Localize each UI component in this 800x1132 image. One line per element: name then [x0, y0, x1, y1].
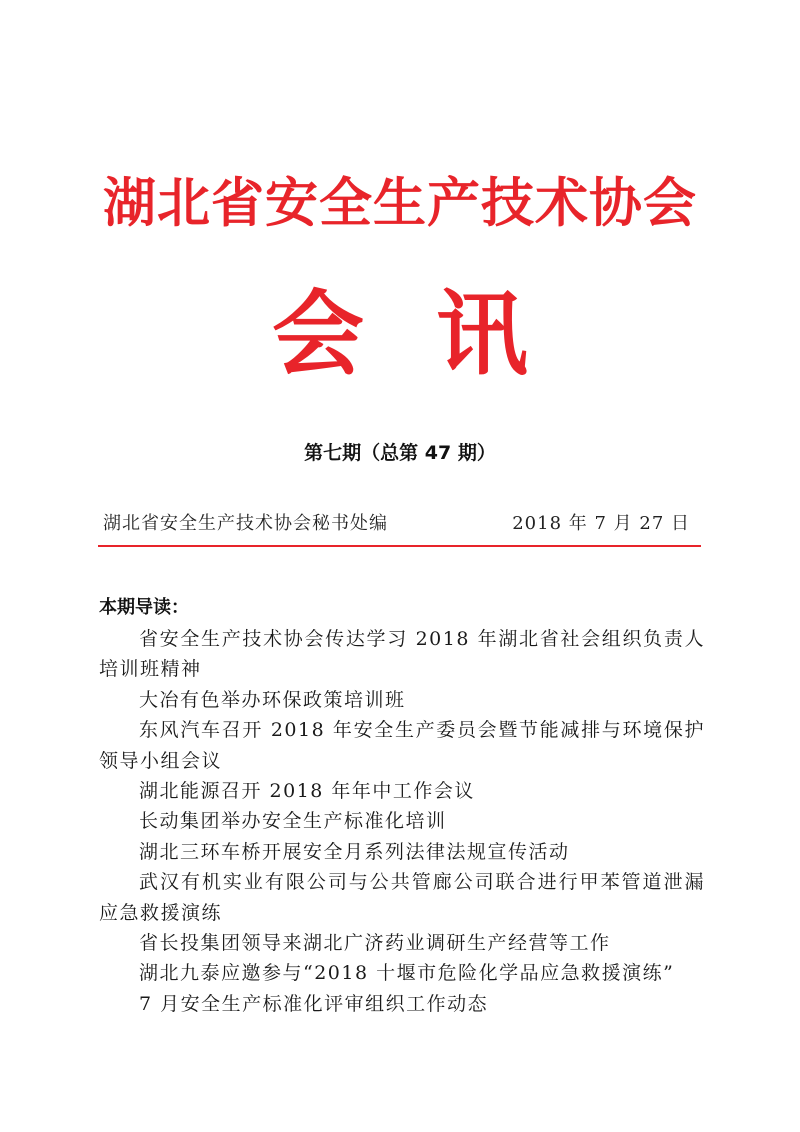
contents-item: 东风汽车召开 2018 年安全生产委员会暨节能减排与环境保护领导小组会议: [99, 719, 705, 772]
contents-item: 大冶有色举办环保政策培训班: [139, 688, 406, 711]
organization-title: 湖北省安全生产技术协会: [103, 172, 697, 234]
contents-item: 湖北能源召开 2018 年年中工作会议: [139, 780, 475, 803]
publication-title: 会讯: [271, 281, 600, 388]
contents-item: 7 月安全生产标准化评审组织工作动态: [139, 992, 489, 1015]
contents-list: [99, 624, 705, 1019]
contents-item: 省长投集团领导来湖北广济药业调研生产经营等工作: [139, 932, 611, 955]
contents-item: 长动集团举办安全生产标准化培训: [139, 810, 447, 833]
contents-item: 湖北三环车桥开展安全月系列法律法规宣传活动: [139, 840, 570, 863]
contents-item: 省安全生产技术协会传达学习 2018 年湖北省社会组织负责人培训班精神: [99, 628, 705, 681]
publication-date: 2018 年 7 月 27 日: [512, 513, 690, 534]
contents-heading: 本期导读：: [99, 597, 189, 618]
red-divider-rule: [98, 545, 701, 547]
contents-item: 武汉有机实业有限公司与公共管廊公司联合进行甲苯管道泄漏应急救援演练: [99, 871, 705, 924]
editor-credit: 湖北省安全生产技术协会秘书处编: [103, 513, 388, 534]
contents-item: 湖北九泰应邀参与“2018 十堰市危险化学品应急救援演练”: [139, 962, 675, 985]
issue-number: 第七期（总第 47 期）: [304, 442, 496, 464]
